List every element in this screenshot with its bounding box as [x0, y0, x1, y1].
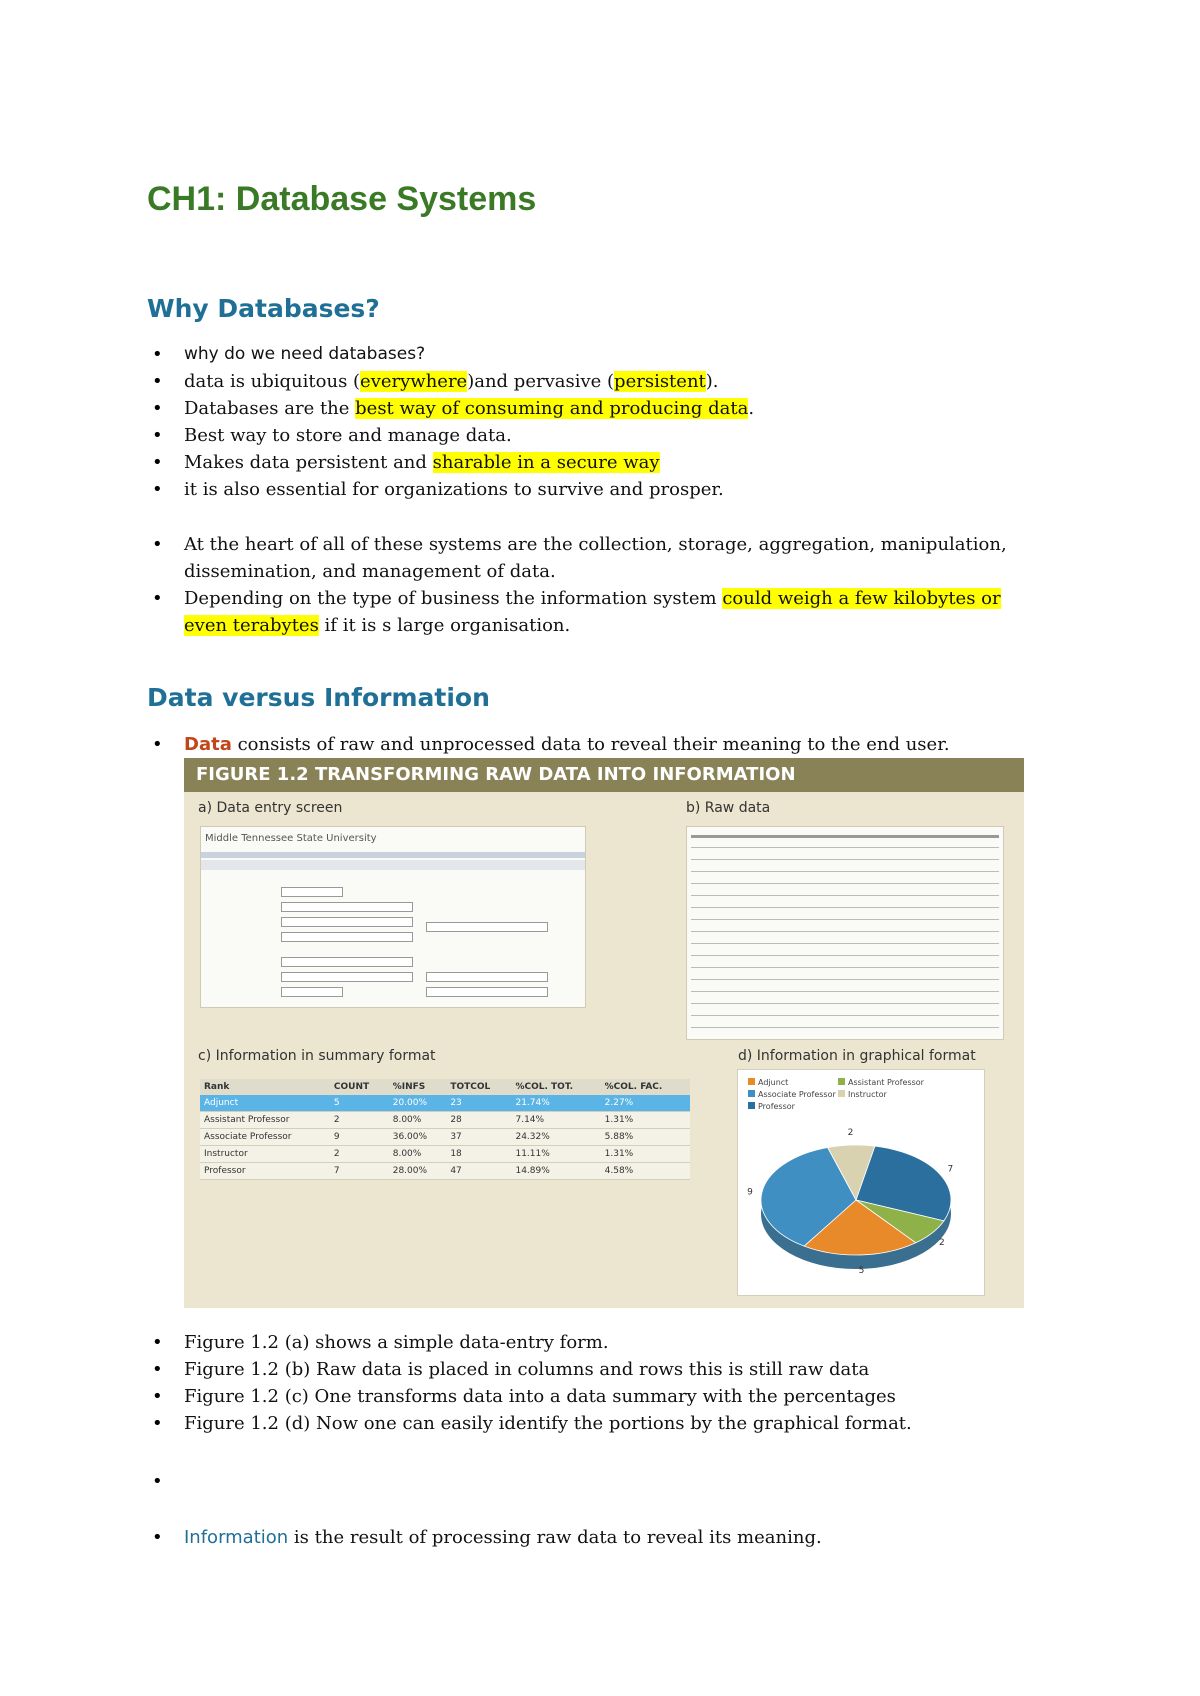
item-text: consists of raw and unprocessed data to reveal their meaning to the end user. [231, 734, 950, 755]
raw-row [691, 859, 999, 860]
cell: 21.74% [511, 1095, 600, 1112]
col-header: Rank [200, 1079, 330, 1095]
cell: 7.14% [511, 1112, 600, 1129]
caption-b: b) Raw data [686, 800, 771, 816]
raw-header [691, 835, 999, 838]
raw-row [691, 895, 999, 896]
list-item [147, 476, 1047, 503]
cell: 5.88% [601, 1129, 690, 1146]
form-sub-bar [201, 860, 585, 870]
cell: 7 [330, 1163, 389, 1180]
caption-c: c) Information in summary format [198, 1048, 436, 1064]
item-text: Depending on the type of business the information system [184, 588, 723, 609]
list-item [147, 1410, 1047, 1437]
legend-swatch [748, 1090, 755, 1097]
item-text: why do we need databases? [184, 344, 426, 364]
legend-label: Adjunct [758, 1078, 789, 1087]
pie-value-label: 2 [847, 1128, 854, 1139]
item-text: data is ubiquitous ( [184, 371, 361, 392]
cell: 47 [446, 1163, 511, 1180]
item-text: if it is s large organisation. [318, 615, 571, 636]
cell: 9 [330, 1129, 389, 1146]
item-text: Figure 1.2 (c) One transforms data into a data summary with the percentages [184, 1386, 896, 1407]
cell: 2.27% [601, 1095, 690, 1112]
cell: 2 [330, 1146, 389, 1163]
raw-row [691, 919, 999, 920]
raw-row [691, 979, 999, 980]
item-text: it is also essential for organizations to survive and prosper. [184, 479, 724, 500]
form-field [281, 887, 343, 897]
raw-row [691, 967, 999, 968]
raw-row [691, 991, 999, 992]
highlight-text: could weigh a few kilobytes or even terabytes [184, 588, 1001, 636]
cell: 23 [446, 1095, 511, 1112]
raw-row [691, 931, 999, 932]
form-field [281, 957, 413, 967]
list-item [147, 1329, 1047, 1356]
why-list [147, 341, 1047, 503]
cell: 28.00% [389, 1163, 447, 1180]
col-header: COUNT [330, 1079, 389, 1095]
cell: Associate Professor [200, 1129, 330, 1146]
item-text: )and pervasive ( [467, 371, 615, 392]
col-header: TOTCOL [446, 1079, 511, 1095]
page-title: CH1: Database Systems [147, 180, 537, 218]
data-entry-screen [200, 826, 586, 1008]
form-field [281, 902, 413, 912]
list-item [147, 1383, 1047, 1410]
item-text: At the heart of all of these systems are the collection, storage, aggregation, manipulation, dissemination, and management of data. [184, 534, 1007, 582]
col-header: %COL. TOT. [511, 1079, 600, 1095]
list-item [147, 449, 1047, 476]
caption-d: d) Information in graphical format [738, 1048, 976, 1064]
cell: 2 [330, 1112, 389, 1129]
pie-chart [738, 1070, 984, 1295]
list-item [147, 731, 1047, 758]
item-text: is the result of processing raw data to reveal its meaning. [288, 1527, 822, 1548]
empty-list [147, 1468, 1047, 1495]
legend-swatch [838, 1090, 845, 1097]
cell: 11.11% [511, 1146, 600, 1163]
form-field [281, 987, 343, 997]
form-menu-bar [201, 852, 585, 858]
highlight-text: best way of consuming and producing data [355, 398, 749, 419]
list-item [147, 1356, 1047, 1383]
raw-row [691, 871, 999, 872]
list-item [147, 368, 1047, 395]
cell: 24.32% [511, 1129, 600, 1146]
legend-swatch [838, 1078, 845, 1085]
list-item [147, 531, 1047, 585]
raw-row [691, 943, 999, 944]
item-text: Best way to store and manage data. [184, 425, 512, 446]
legend-swatch [748, 1102, 755, 1109]
section-heading-why: Why Databases? [147, 294, 380, 323]
cell: Professor [200, 1163, 330, 1180]
pie-chart-panel [737, 1069, 985, 1296]
cell: 4.58% [601, 1163, 690, 1180]
cell: 18 [446, 1146, 511, 1163]
legend-swatch [748, 1078, 755, 1085]
form-field [281, 932, 413, 942]
form-title: Middle Tennessee State University [205, 833, 377, 844]
raw-row [691, 1003, 999, 1004]
item-text: Databases are the [184, 398, 356, 419]
table-row [200, 1112, 690, 1129]
raw-row [691, 847, 999, 848]
cell: 37 [446, 1129, 511, 1146]
pie-value-label: 2 [938, 1238, 945, 1249]
form-field [426, 987, 548, 997]
pie-value-label: 5 [858, 1265, 865, 1276]
figure-list [147, 1329, 1047, 1437]
pie-value-label: 7 [947, 1164, 954, 1175]
form-field [426, 922, 548, 932]
data-term: Data [184, 734, 232, 755]
col-header: %COL. FAC. [601, 1079, 690, 1095]
raw-row [691, 883, 999, 884]
col-header: %INFS [389, 1079, 447, 1095]
highlight-text: everywhere [360, 371, 468, 392]
table-row [200, 1129, 690, 1146]
raw-row [691, 955, 999, 956]
pie-value-label: 9 [747, 1187, 753, 1198]
information-term: Information [184, 1527, 289, 1548]
legend-label: Instructor [848, 1090, 887, 1099]
list-item [147, 395, 1047, 422]
table-row [200, 1095, 690, 1112]
item-text: . [748, 398, 755, 419]
raw-row [691, 1027, 999, 1028]
caption-a: a) Data entry screen [198, 800, 343, 816]
cell: Instructor [200, 1146, 330, 1163]
raw-row [691, 907, 999, 908]
cell: Adjunct [200, 1095, 330, 1112]
legend-label: Associate Professor [758, 1090, 836, 1099]
list-item [147, 422, 1047, 449]
list-item-empty [147, 1468, 1047, 1495]
raw-row [691, 1015, 999, 1016]
item-text: Makes data persistent and [184, 452, 433, 473]
item-text: Figure 1.2 (a) shows a simple data-entry form. [184, 1332, 609, 1353]
cell: 8.00% [389, 1146, 447, 1163]
cell: Assistant Professor [200, 1112, 330, 1129]
cell: 1.31% [601, 1146, 690, 1163]
highlight-text: persistent [614, 371, 706, 392]
highlight-text: sharable in a secure way [432, 452, 660, 473]
cell: 1.31% [601, 1112, 690, 1129]
cell: 5 [330, 1095, 389, 1112]
list-item [147, 585, 1047, 639]
legend-label: Professor [758, 1102, 795, 1111]
cell: 14.89% [511, 1163, 600, 1180]
legend-label: Assistant Professor [848, 1078, 924, 1087]
cell: 36.00% [389, 1129, 447, 1146]
table-row [200, 1163, 690, 1180]
raw-data-table [686, 826, 1004, 1040]
item-text: Figure 1.2 (b) Raw data is placed in columns and rows this is still raw data [184, 1359, 870, 1380]
form-field [281, 972, 413, 982]
figure-header: FIGURE 1.2 TRANSFORMING RAW DATA INTO INFORMATION [184, 758, 1024, 792]
summary-table [200, 1079, 690, 1180]
info-list [147, 1524, 1047, 1551]
cell: 20.00% [389, 1095, 447, 1112]
item-text: Figure 1.2 (d) Now one can easily identify the portions by the graphical format. [184, 1413, 912, 1434]
summary-header-row [200, 1079, 690, 1095]
form-field [281, 917, 413, 927]
form-field [426, 972, 548, 982]
list-item [147, 341, 1047, 368]
table-row [200, 1146, 690, 1163]
cell: 8.00% [389, 1112, 447, 1129]
heart-list [147, 531, 1047, 639]
data-list [147, 731, 1047, 758]
list-item [147, 1524, 1047, 1551]
cell: 28 [446, 1112, 511, 1129]
item-text: ). [705, 371, 719, 392]
section-heading-data-vs-info: Data versus Information [147, 683, 490, 712]
